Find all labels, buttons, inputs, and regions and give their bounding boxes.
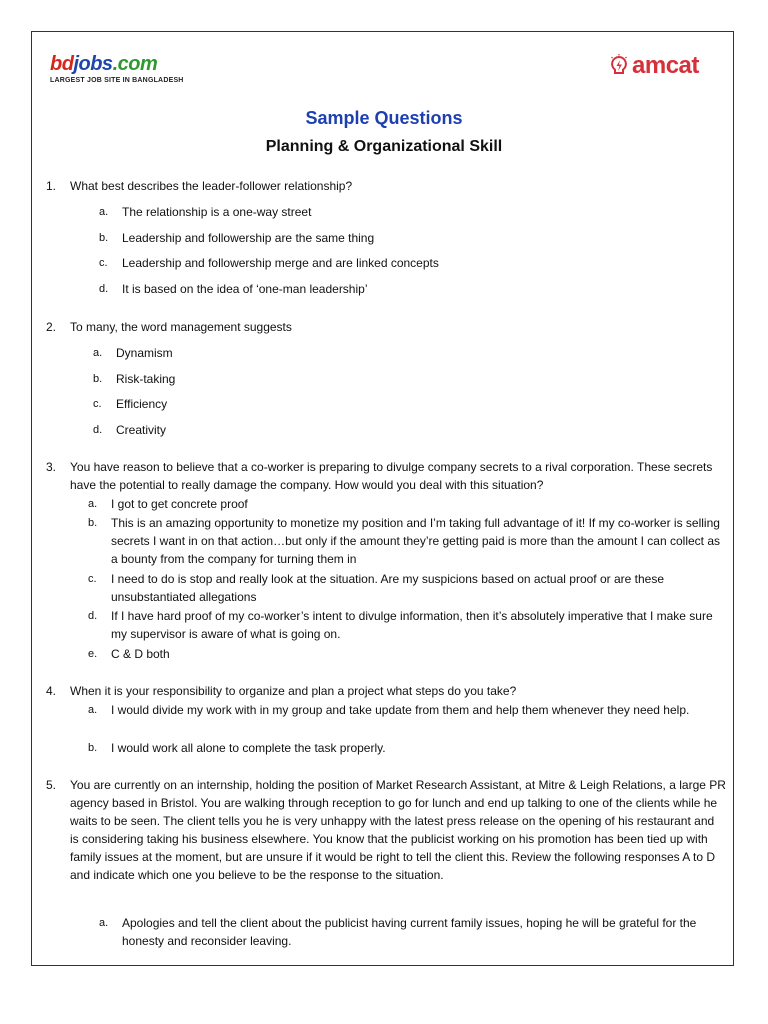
question-text: What best describes the leader-follower relationship?: [70, 179, 353, 193]
option-3c: [88, 570, 724, 606]
bdjobs-logo-jobs: jobs: [73, 53, 113, 75]
option-2d: [93, 421, 693, 439]
amcat-logo-text: amcat: [632, 52, 699, 79]
option-letter: e.: [88, 648, 98, 660]
option-3b: [88, 514, 724, 568]
option-letter: b.: [99, 232, 109, 244]
option-letter: a.: [99, 206, 109, 218]
question-number: 5.: [46, 778, 57, 792]
option-text: I need to do is stop and really look at the situation. Are my suspicions based on actual proof or are these unsubstantiated allegations: [111, 572, 664, 604]
question-2: [46, 318, 726, 336]
option-text: Leadership and followership merge and are linked concepts: [122, 256, 439, 270]
option-letter: c.: [88, 573, 97, 585]
option-1a: [99, 203, 699, 221]
bdjobs-logo: [50, 54, 190, 84]
bdjobs-tagline: LARGEST JOB SITE IN BANGLADESH: [50, 77, 184, 84]
option-4a: [88, 701, 724, 719]
question-number: 1.: [46, 179, 57, 193]
question-3: [46, 458, 726, 494]
option-letter: a.: [93, 347, 103, 359]
option-letter: c.: [99, 257, 108, 269]
option-2a: [93, 344, 693, 362]
option-3d: [88, 607, 724, 643]
option-letter: d.: [88, 610, 98, 622]
page-title: Sample Questions: [305, 108, 463, 128]
amcat-logo: [609, 52, 699, 80]
option-text: Leadership and followership are the same thing: [122, 231, 375, 245]
option-letter: a.: [99, 917, 109, 929]
question-number: 2.: [46, 320, 57, 334]
amcat-bulb-icon: [609, 54, 629, 78]
option-letter: d.: [93, 424, 103, 436]
question-number: 3.: [46, 460, 57, 474]
option-text: I got to get concrete proof: [111, 497, 248, 511]
option-text: Efficiency: [116, 397, 168, 411]
option-4b: [88, 739, 724, 757]
option-text: If I have hard proof of my co-worker’s intent to divulge information, then it’s absolutely imperative that I make sure my supervisor is aware of what is going on.: [111, 609, 713, 641]
option-letter: b.: [88, 517, 98, 529]
option-text: I would divide my work with in my group and take update from them and help them whenever they need help.: [111, 703, 690, 717]
question-text: When it is your responsibility to organize and plan a project what steps do you take?: [70, 684, 517, 698]
option-text: C & D both: [111, 647, 170, 661]
option-text: This is an amazing opportunity to monetize my position and I’m taking full advantage of it! If my co-worker is selling secrets I want in on that action…but only if the amount they’re getting paid is more than the amount I can collect as a bounty from the company for turning them in: [111, 516, 721, 566]
option-text: Risk-taking: [116, 372, 176, 386]
option-2c: [93, 395, 693, 413]
option-1c: [99, 254, 699, 272]
option-5a: [99, 914, 725, 950]
question-text: You have reason to believe that a co-worker is preparing to divulge company secrets to a rival corporation. These secrets have the potential to really damage the company. How would you deal with this situation?: [70, 460, 713, 492]
option-text: Creativity: [116, 423, 167, 437]
bdjobs-logo-b: b: [50, 53, 62, 75]
option-letter: b.: [93, 373, 103, 385]
option-2b: [93, 370, 693, 388]
page-subtitle: Planning & Organizational Skill: [265, 138, 503, 155]
option-text: The relationship is a one-way street: [122, 205, 312, 219]
question-text: To many, the word management suggests: [70, 320, 292, 334]
question-4: [46, 682, 726, 700]
option-text: Dynamism: [116, 346, 173, 360]
option-1b: [99, 229, 699, 247]
bdjobs-logo-d: d: [61, 53, 74, 75]
question-number: 4.: [46, 684, 57, 698]
option-3e: [88, 645, 724, 663]
option-3a: [88, 495, 724, 513]
option-text: Apologies and tell the client about the publicist having current family issues, hoping he will be grateful for the honesty and reconsider leaving.: [122, 916, 697, 948]
bdjobs-logo-com: .com: [112, 53, 158, 75]
option-text: I would work all alone to complete the task properly.: [111, 741, 386, 755]
option-letter: a.: [88, 704, 98, 716]
option-1d: [99, 280, 699, 298]
option-text: It is based on the idea of ‘one-man leadership’: [122, 282, 368, 296]
question-text: You are currently on an internship, holding the position of Market Research Assistant, at Mitre & Leigh Relations, a large PR agency based in Bristol. You are walking through reception to go for lunch and end up talking to one of the clients while he waits to be seen. The client tells you he is very unhappy with the latest press release on the opening of his restaurant and is considering taking his business elsewhere. You know that the publicist working on his promotion has been tied up with family issues at the moment, but are unsure if it would be right to tell the client this. Review the following responses A to D and indicate which one you believe to be the response to the situation.: [70, 778, 726, 882]
option-letter: d.: [99, 283, 109, 295]
option-letter: c.: [93, 398, 102, 410]
option-letter: a.: [88, 498, 98, 510]
question-5: [46, 776, 726, 884]
option-letter: b.: [88, 742, 98, 754]
question-1: [46, 177, 726, 195]
